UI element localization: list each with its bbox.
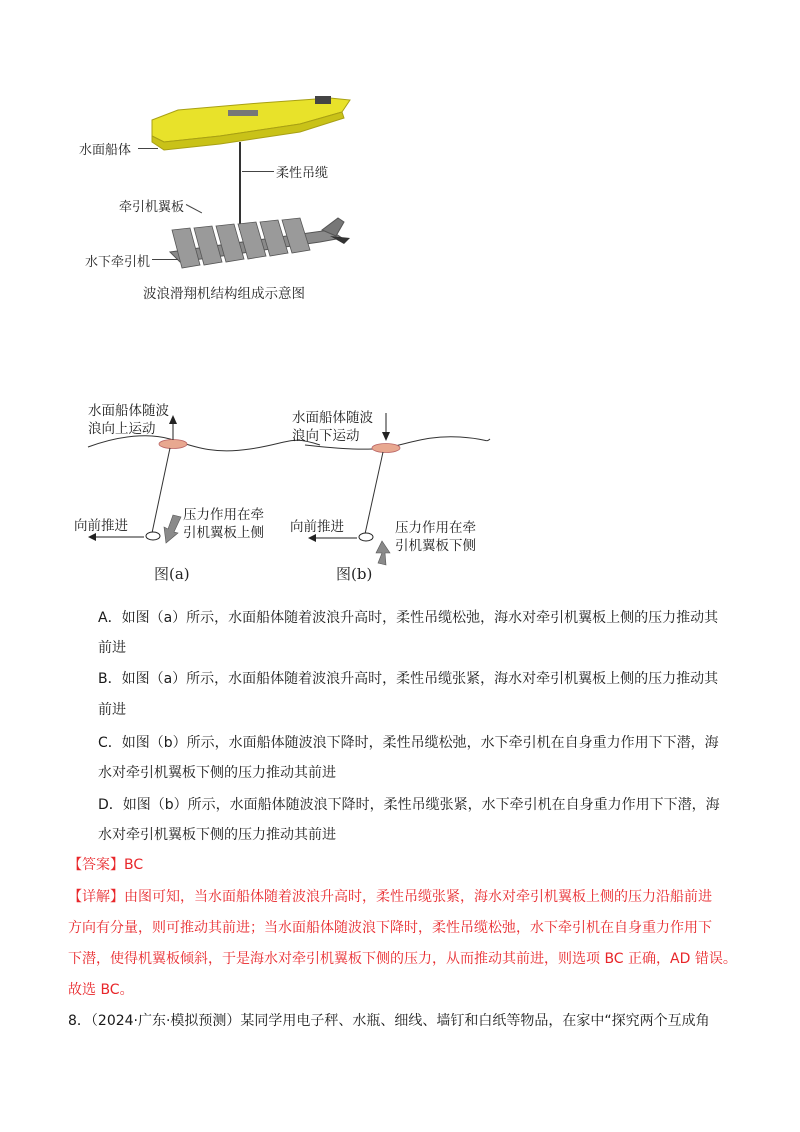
option-c-line2: 水对牵引机翼板下侧的压力推动其前进 <box>98 765 336 781</box>
label-tractor: 水下牵引机 <box>85 255 151 270</box>
fig-b-pressure-label-line1: 压力作用在牵 <box>395 520 476 536</box>
explanation-line2: 方向有分量，则可推动其前进；当水面船体随波浪下降时，柔性吊缆松弛，水下牵引机在自身重力作用下 <box>68 920 712 936</box>
option-d-line2: 水对牵引机翼板下侧的压力推动其前进 <box>98 827 336 843</box>
leader-line-tractor <box>152 259 178 260</box>
option-d-line1: D．如图（b）所示，水面船体随波浪下降时，柔性吊缆张紧，水下牵引机在自身重力作用下下潜，海 <box>98 797 720 813</box>
fig-a-motion-label-line2: 浪向上运动 <box>88 421 156 437</box>
fig-b-motion-label-line2: 浪向下运动 <box>292 428 360 444</box>
figure-1-caption: 波浪滑翔机结构组成示意图 <box>143 286 305 302</box>
label-cable: 柔性吊缆 <box>276 166 329 181</box>
leader-line-hull <box>138 148 158 149</box>
option-a-line1: A．如图（a）所示，水面船体随着波浪升高时，柔性吊缆松弛，海水对牵引机翼板上侧的压力推动其 <box>98 610 719 626</box>
fig-b-push-label: 向前推进 <box>290 519 344 535</box>
option-b-line1: B．如图（a）所示，水面船体随着波浪升高时，柔性吊缆张紧，海水对牵引机翼板上侧的压力推动其 <box>98 671 719 687</box>
fig-a-pressure-label-line2: 引机翼板上侧 <box>183 525 264 541</box>
fig-a-pressure-label-line1: 压力作用在牵 <box>183 507 264 523</box>
option-a-line2: 前进 <box>98 640 126 656</box>
question-8-stem: 8．（2024·广东·模拟预测）某同学用电子秤、水瓶、细线、墙钉和白纸等物品，在家中“探究两个互成角 <box>68 1013 710 1029</box>
fig-a-motion-label-line1: 水面船体随波 <box>88 403 169 419</box>
leader-line-cable <box>242 171 274 172</box>
answer-label: 【答案】BC <box>68 857 144 873</box>
explanation-line3: 下潜，使得机翼板倾斜，于是海水对牵引机翼板下侧的压力，从而推动其前进，则选项 BC 正确，AD 错误。 <box>68 951 737 967</box>
fig-b-caption: 图(b) <box>336 565 373 583</box>
fig-b-motion-label-line1: 水面船体随波 <box>292 410 373 426</box>
label-wing: 牵引机翼板 <box>119 200 185 215</box>
option-c-line1: C．如图（b）所示，水面船体随波浪下降时，柔性吊缆松弛，水下牵引机在自身重力作用下下潜，海 <box>98 735 719 751</box>
explanation-line1: 【详解】由图可知，当水面船体随着波浪升高时，柔性吊缆张紧，海水对牵引机翼板上侧的压力沿船前进 <box>68 889 712 905</box>
fig-a-caption: 图(a) <box>154 565 190 583</box>
option-b-line2: 前进 <box>98 702 126 718</box>
explanation-line4: 故选 BC。 <box>68 982 134 998</box>
label-hull: 水面船体 <box>79 143 132 158</box>
fig-a-push-label: 向前推进 <box>74 518 128 534</box>
fig-b-pressure-label-line2: 引机翼板下侧 <box>395 538 476 554</box>
